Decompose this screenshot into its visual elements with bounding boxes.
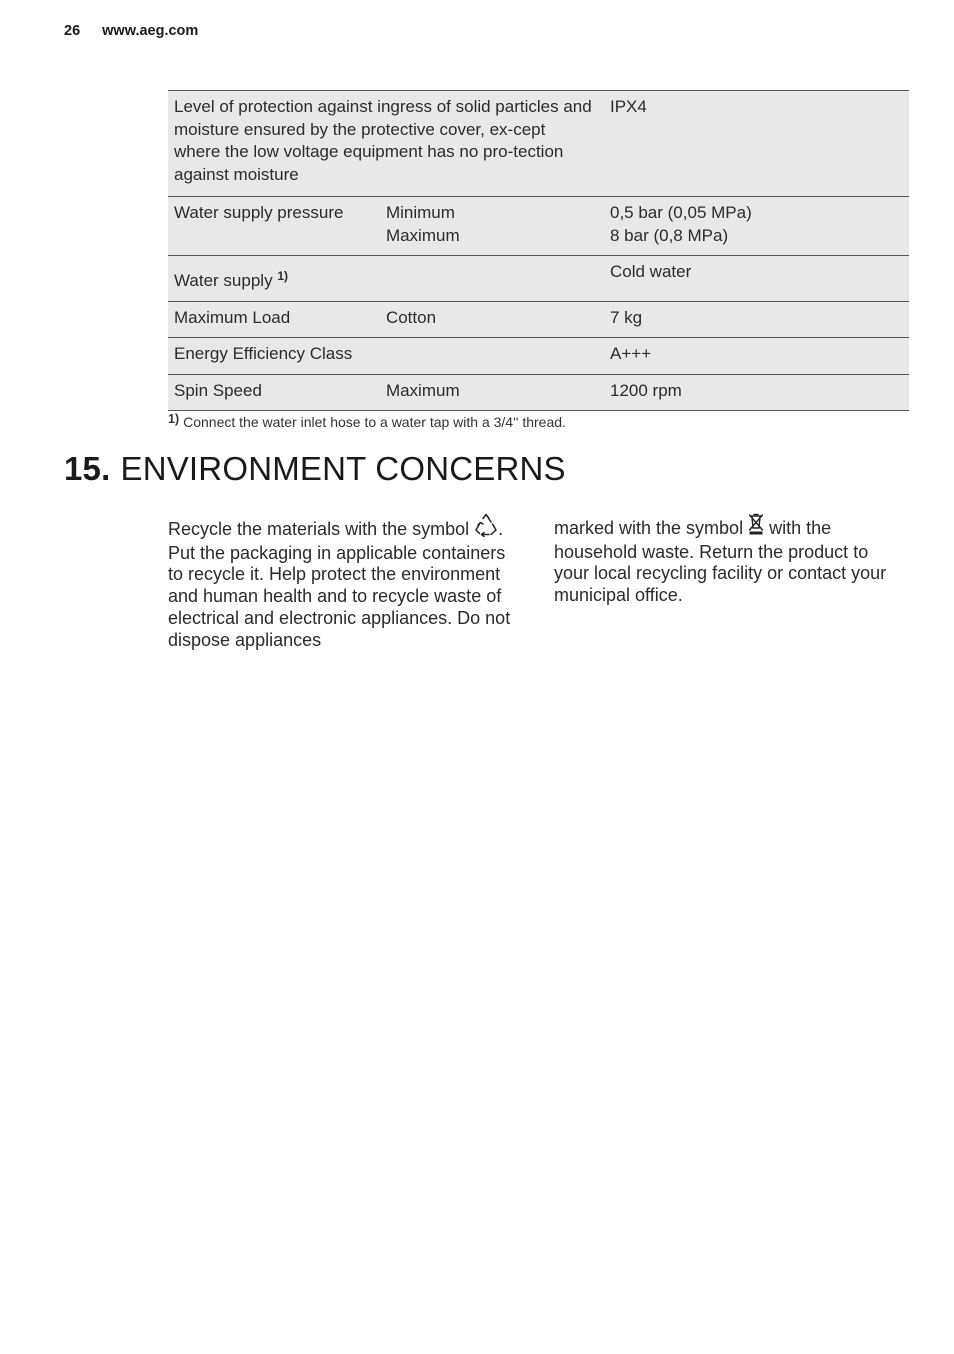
table-cell-value: 7 kg <box>604 301 909 338</box>
table-cell-sub <box>380 256 604 302</box>
table-cell-label: Water supply pressure <box>168 197 380 256</box>
recycle-icon <box>474 513 498 543</box>
table-cell-sub: Minimum Maximum <box>380 197 604 256</box>
table-cell-value: A+++ <box>604 338 909 375</box>
table-cell-label: Maximum Load <box>168 301 380 338</box>
table-row <box>168 301 909 338</box>
crossed-out-bin-icon <box>748 512 764 542</box>
table-footnote <box>168 412 566 430</box>
paragraph-text: . Put the packaging in applicable containers to recycle it. Help protect the environment and human health and to recycle waste of electrical and electronic appliances. Do not dispose appliances <box>168 519 511 650</box>
table-row <box>168 256 909 302</box>
table-cell-sub <box>380 338 604 375</box>
table-cell-value: IPX4 <box>604 91 909 197</box>
paragraph-text: Recycle the materials with the symbol <box>168 519 470 539</box>
page-header <box>64 23 198 39</box>
website-url: www.aeg.com <box>102 23 199 39</box>
section-heading <box>64 450 566 488</box>
table-cell-value: 0,5 bar (0,05 MPa) 8 bar (0,8 MPa) <box>604 197 909 256</box>
technical-data-table <box>168 90 909 411</box>
section-title: ENVIRONMENT CONCERNS <box>120 450 566 487</box>
table-cell-label: Level of protection against ingress of solid particles and moisture ensured by the protective cover, ex-cept where the low voltage equipment has no pro-tection against moisture <box>168 91 604 197</box>
paragraph-text: marked with the symbol <box>554 518 744 538</box>
table-row <box>168 197 909 256</box>
cell-label-text: Water supply <box>174 271 273 290</box>
table-cell-label: Spin Speed <box>168 374 380 411</box>
paragraph-text: with the household waste. Return the product to your local recycling facility or contact your municipal office. <box>554 518 887 606</box>
footnote-mark: 1) <box>168 412 180 426</box>
footnote-reference: 1) <box>277 269 288 283</box>
page-number: 26 <box>64 23 81 39</box>
table-cell-value: 1200 rpm <box>604 374 909 411</box>
table-cell-value: Cold water <box>604 256 909 302</box>
text-column-left <box>168 513 523 651</box>
table-cell-sub: Maximum <box>380 374 604 411</box>
table-cell-sub: Cotton <box>380 301 604 338</box>
table-row <box>168 91 909 197</box>
text-column-right <box>554 512 906 607</box>
table-cell-label <box>168 256 380 302</box>
section-number: 15. <box>64 450 111 487</box>
table-cell-label: Energy Efficiency Class <box>168 338 380 375</box>
table-row <box>168 338 909 375</box>
table-row <box>168 374 909 411</box>
footnote-text: Connect the water inlet hose to a water tap with a 3/4'' thread. <box>183 414 566 430</box>
